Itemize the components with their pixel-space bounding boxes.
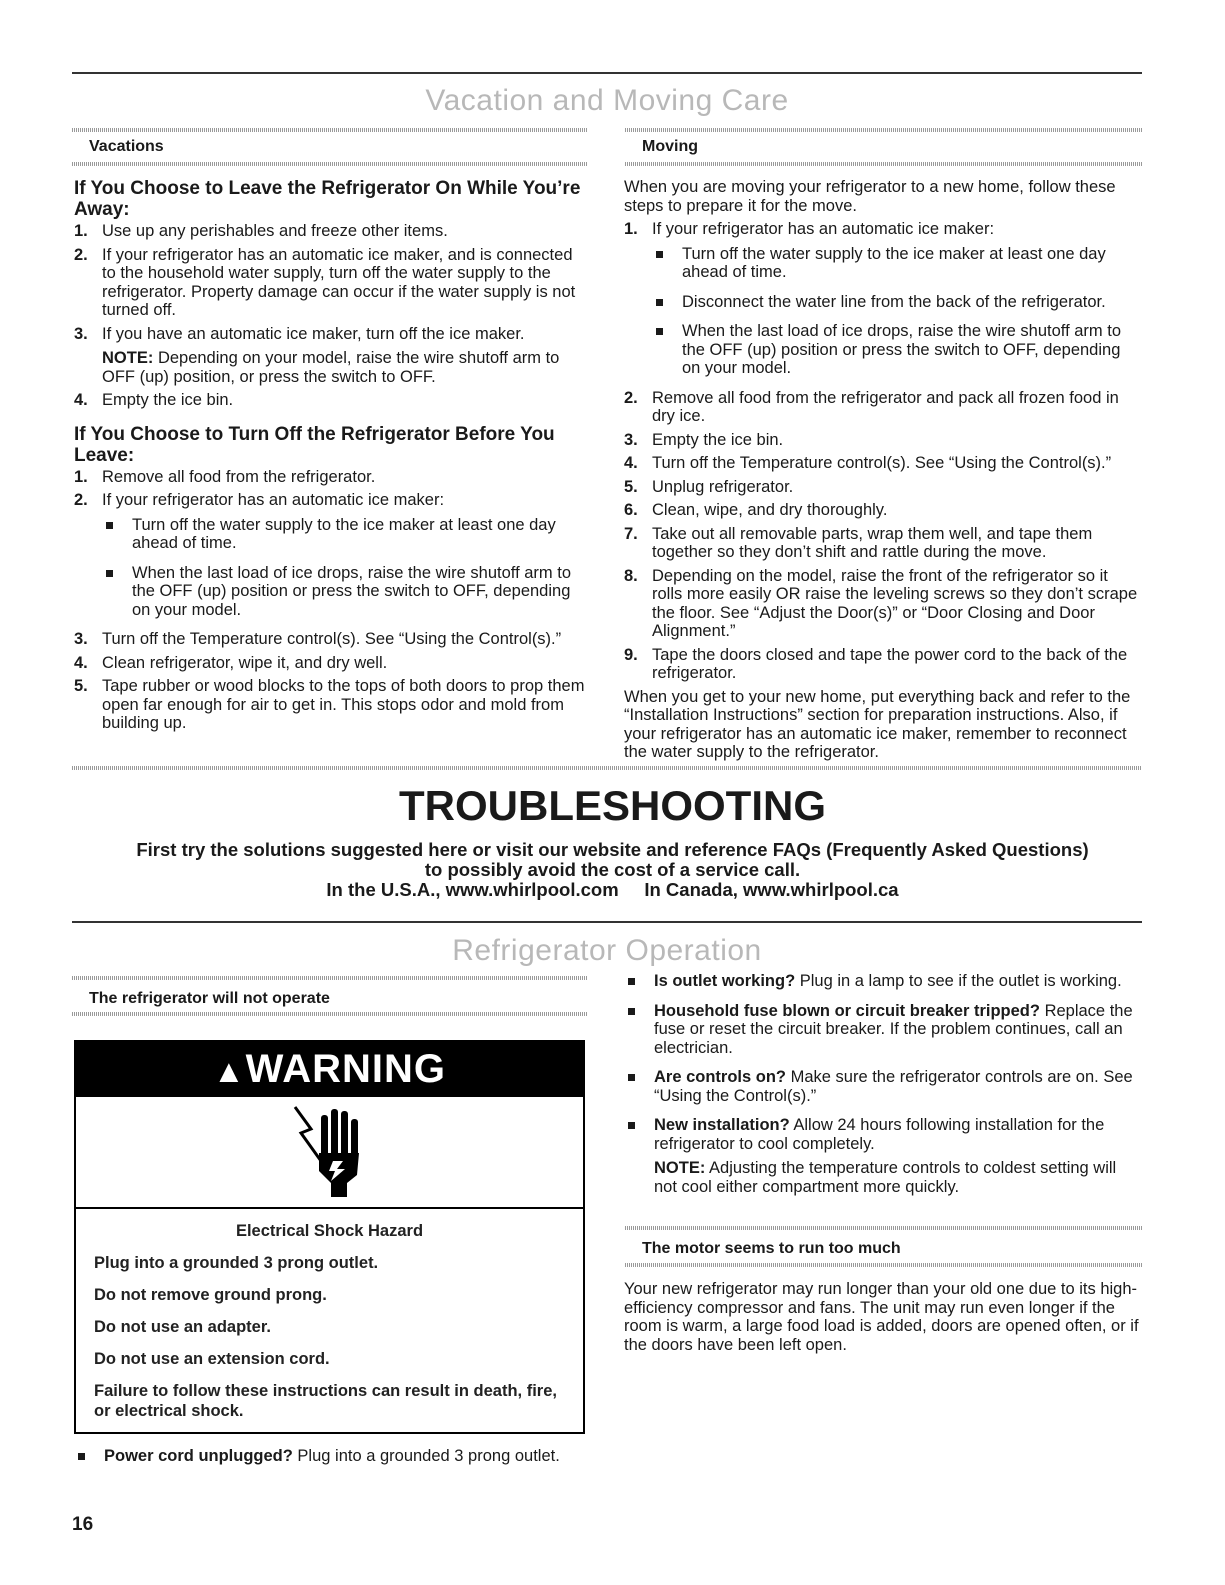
vacations-column [74,178,589,738]
list-item: 2. Remove all food from the refrigerator and pack all frozen food in dry ice. [624,388,1119,425]
check-item: Are controls on? Make sure the refrigerator controls are on. See “Using the Control(s).” [624,1068,1142,1105]
bullet-item: When the last load of ice drops, raise the wire shutoff arm to the OFF (up) position or press the switch to OFF, depending on your model. [102,564,589,620]
motor-text: Your new refrigerator may run longer than your old one due to its high-efficiency compressor and fans. The unit may run even longer if the room is warm, a large food load is added, doors are opened often, or if the doors have been left open. [624,1280,1139,1354]
top-rule [72,72,1142,74]
list-item: 3. Turn off the Temperature control(s). See “Using the Control(s).” [74,630,562,648]
warning-line: Do not use an adapter. [94,1318,271,1336]
list-item: 2. If your refrigerator has an automatic ice maker, and is connected to the household water supply, turn off the water supply to the refrigerator. Property damage can occur if the water supply is not turned off. [74,245,576,319]
list-item: 4. Empty the ice bin. [74,391,234,409]
operation-checks [624,964,1142,1207]
troubleshooting-intro: First try the solutions suggested here or visit our website and reference FAQs (Frequently Asked Questions) [136,839,1089,860]
dotbar [72,976,588,980]
troubleshooting-websites: In the U.S.A., www.whirlpool.com In Canada, www.whirlpool.ca [326,879,899,900]
operation-rule [72,921,1142,923]
troubleshooting-intro-2: to possibly avoid the cost of a service call. [424,859,801,880]
moving-intro: When you are moving your refrigerator to a new home, follow these steps to prepare it for the move. [624,178,1116,215]
list-item: 1. If your refrigerator has an automatic ice maker: Turn off the water supply to the ice maker at least one day ahead of time. Disconnect the water line from the back of the refrigerator. When the last load of ice drops, raise the wire shutoff arm to the OFF (up) position or press the switch to OFF, depending on your model. [624,220,1142,378]
hazard-title: Electrical Shock Hazard [235,1222,424,1240]
moving-label: Moving [642,138,698,155]
warning-line: Do not remove ground prong. [94,1286,327,1304]
list-item: 3. Empty the ice bin. [624,430,784,449]
dotbar [72,766,1142,770]
moving-column [624,178,1142,762]
warning-line: Failure to follow these instructions can result in death, fire, or electrical shock. [94,1382,557,1420]
list-item: 2. If your refrigerator has an automatic ice maker: Turn off the water supply to the ice maker at least one day ahead of time. When the last load of ice drops, raise the wire shutoff arm to the OFF (up) position or press the switch to OFF, depending on your model. [74,491,589,619]
leave-on-list [74,222,589,410]
list-item: 7. Take out all removable parts, wrap them well, and tape them together so they don’t shift and rattle during the move. [624,524,1093,561]
moving-outro: When you get to your new home, put everything back and refer to the “Installation Instructions” section for preparation instructions. Also, if your refrigerator has an automatic ice maker, remember to reconnect the water supply to the refrigerator. [624,687,1131,761]
bullet-item: Turn off the water supply to the ice maker at least one day ahead of time. [102,516,589,553]
dotbar [72,1012,588,1016]
operation-section-title: Refrigerator Operation [452,934,762,967]
warning-body [76,1209,583,1421]
note: NOTE: Depending on your model, raise the wire shutoff arm to OFF (up) position, or press the switch to OFF. [102,349,560,386]
list-item: 5. Unplug refrigerator. [624,477,794,496]
dotbar [625,1226,1142,1230]
warning-line: Do not use an extension cord. [94,1350,330,1368]
check-item: Household fuse blown or circuit breaker tripped? Replace the fuse or reset the circuit breaker. If the problem continues, call an electrician. [624,1002,1142,1058]
motor-label: The motor seems to run too much [642,1240,901,1257]
list-item: 1. Use up any perishables and freeze other items. [74,222,448,240]
dotbar [625,162,1142,166]
not-operate-label: The refrigerator will not operate [89,990,330,1007]
vacations-label: Vacations [89,138,164,155]
warning-header: ▲WARNING [76,1042,583,1097]
bullet-item: Disconnect the water line from the back of the refrigerator. [652,293,1142,312]
note: NOTE: Adjusting the temperature controls to coldest setting will not cool either compartment more quickly. [654,1159,1117,1196]
list-item: 3. If you have an automatic ice maker, turn off the ice maker. NOTE: Depending on your model, raise the wire shutoff arm to OFF (up) position, or press the switch to OFF. [74,325,589,387]
troubleshooting-title: TROUBLESHOOTING [399,782,826,829]
check-list [624,972,1142,1196]
dotbar [72,128,588,132]
electric-shock-hand-icon [76,1097,583,1209]
power-cord-check [74,1447,604,1466]
bullet-list [652,245,1142,378]
dotbar [625,128,1142,132]
moving-list [624,220,1142,683]
warning-line: Plug into a grounded 3 prong outlet. [94,1254,379,1272]
bullet-list [74,1447,604,1466]
bullet-list [102,516,589,620]
warning-box [74,1040,585,1434]
check-item: New installation? Allow 24 hours following installation for the refrigerator to cool completely. NOTE: Adjusting the temperature controls to coldest setting will not cool either compartment more quickly. [624,1116,1142,1196]
turn-off-list [74,468,589,733]
list-item: 4. Turn off the Temperature control(s). See “Using the Control(s).” [624,454,1112,472]
page-number: 16 [72,1514,94,1535]
list-item: 1. Remove all food from the refrigerator. [74,467,376,486]
bullet-item: Power cord unplugged? Plug into a grounded 3 prong outlet. [74,1447,604,1466]
bullet-item: When the last load of ice drops, raise the wire shutoff arm to the OFF (up) position or press the switch to OFF, depending on your model. [652,322,1142,378]
warning-triangle-icon: ▲ [213,1053,246,1089]
leave-on-heading: If You Choose to Leave the Refrigerator On While You’re Away: [74,178,581,220]
check-item: Is outlet working? Plug in a lamp to see if the outlet is working. [624,972,1142,991]
turn-off-heading: If You Choose to Turn Off the Refrigerator Before You Leave: [74,423,555,466]
list-item: 6. Clean, wipe, and dry thoroughly. [624,501,888,519]
bullet-item: Turn off the water supply to the ice maker at least one day ahead of time. [652,245,1142,282]
list-item: 5. Tape rubber or wood blocks to the tops of both doors to prop them open far enough for air to get in. This stops odor and mold from building up. [74,677,585,732]
list-item: 8. Depending on the model, raise the front of the refrigerator so it rolls more easily OR raise the leveling screws so they don’t scrape the floor. See “Adjust the Door(s)” or “Door Closing and Door Alignment.” [624,566,1138,640]
vacation-section-title: Vacation and Moving Care [425,84,789,117]
dotbar [625,1263,1142,1267]
list-item: 4. Clean refrigerator, wipe it, and dry well. [74,653,388,672]
list-item: 9. Tape the doors closed and tape the power cord to the back of the refrigerator. [624,645,1128,682]
dotbar [72,162,588,166]
